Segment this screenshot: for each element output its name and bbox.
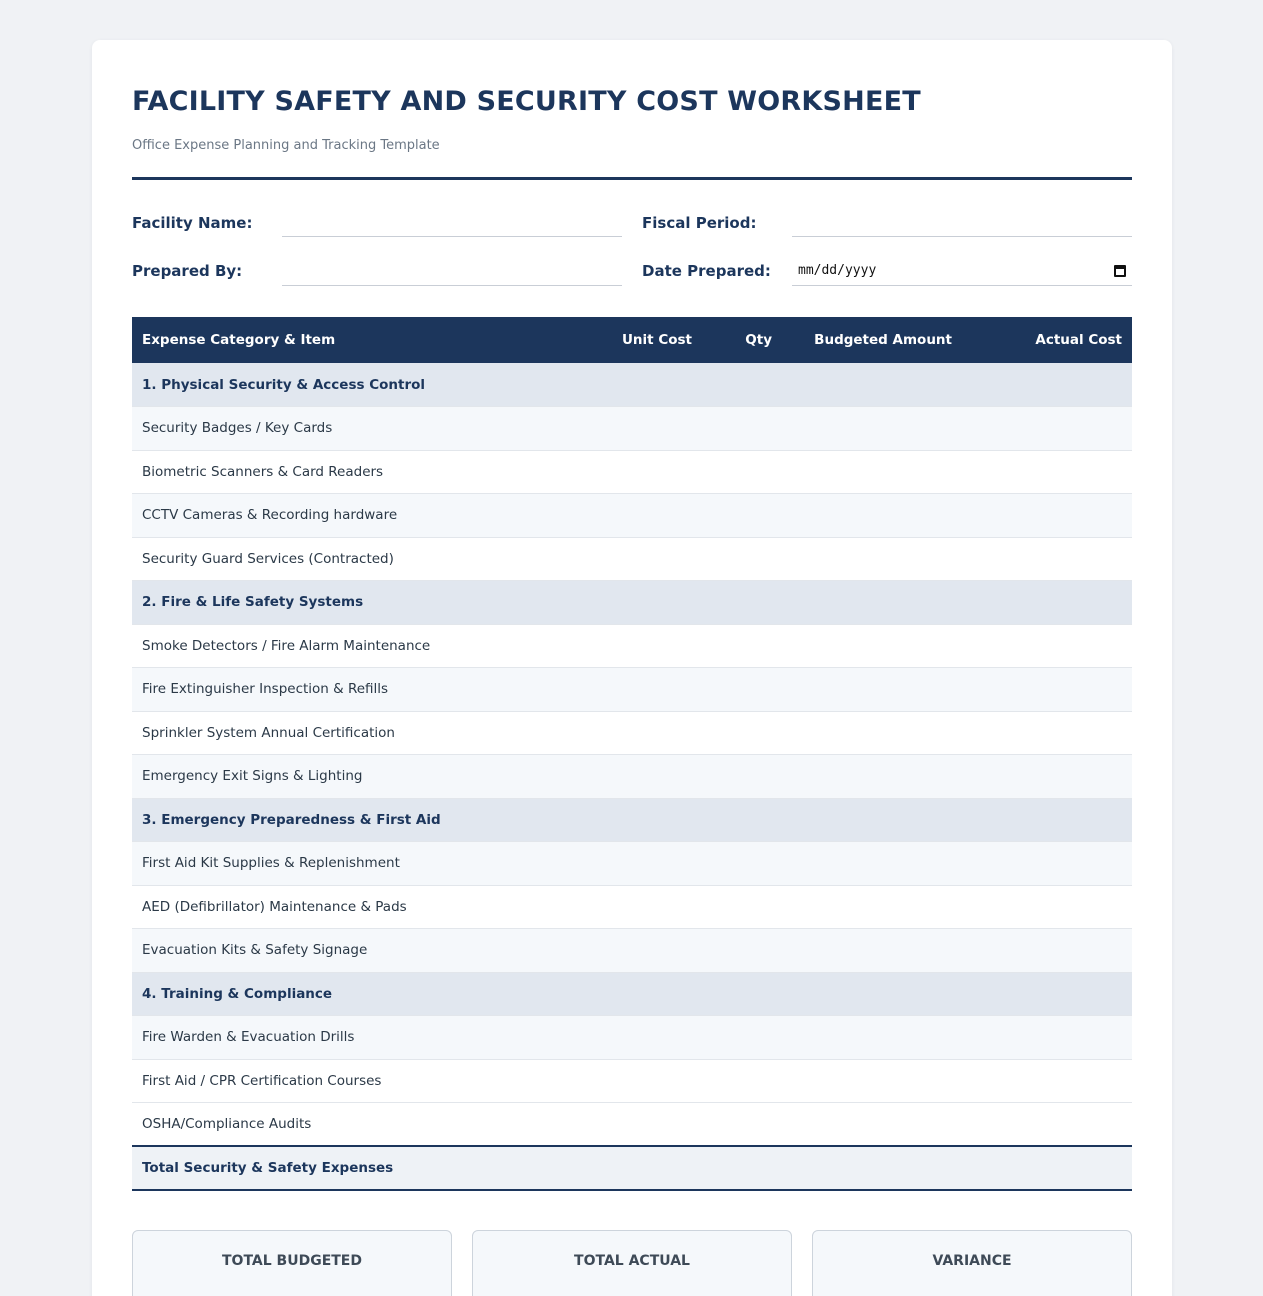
table-header-row bbox=[132, 317, 1132, 363]
table-row bbox=[132, 842, 1132, 886]
page-title: FACILITY SAFETY AND SECURITY COST WORKSHEET bbox=[132, 86, 921, 117]
date-prepared-input[interactable] bbox=[792, 258, 1132, 286]
date-placeholder: mm/dd/yyyy bbox=[798, 263, 877, 278]
section-row bbox=[132, 798, 1132, 842]
item-label: CCTV Cameras & Recording hardware bbox=[142, 507, 398, 524]
item-label: First Aid Kit Supplies & Replenishment bbox=[142, 855, 400, 872]
table-row bbox=[132, 929, 1132, 973]
column-header: Actual Cost bbox=[1035, 332, 1122, 348]
section-title: 4. Training & Compliance bbox=[142, 985, 333, 1002]
section-row bbox=[132, 363, 1132, 407]
total-budgeted-card bbox=[132, 1230, 452, 1296]
table-row bbox=[132, 537, 1132, 581]
facility-name-label: Facility Name: bbox=[132, 214, 253, 232]
item-label: Smoke Detectors / Fire Alarm Maintenance bbox=[142, 637, 431, 654]
fiscal-period-label: Fiscal Period: bbox=[642, 214, 757, 232]
total-actual-label: TOTAL ACTUAL bbox=[574, 1253, 690, 1269]
header-divider bbox=[132, 177, 1132, 180]
item-label: Security Badges / Key Cards bbox=[142, 420, 333, 437]
item-label: First Aid / CPR Certification Courses bbox=[142, 1072, 382, 1089]
column-header: Budgeted Amount bbox=[814, 332, 952, 348]
table-row bbox=[132, 885, 1132, 929]
total-label: Total Security & Safety Expenses bbox=[142, 1160, 394, 1176]
section-title: 3. Emergency Preparedness & First Aid bbox=[142, 811, 441, 828]
item-label: Evacuation Kits & Safety Signage bbox=[142, 942, 368, 959]
table-row bbox=[132, 494, 1132, 538]
column-header: Unit Cost bbox=[621, 332, 692, 348]
table-row bbox=[132, 668, 1132, 712]
total-budgeted-label: TOTAL BUDGETED bbox=[222, 1253, 362, 1269]
item-label: Emergency Exit Signs & Lighting bbox=[142, 768, 363, 785]
expense-table bbox=[132, 317, 1132, 1191]
facility-name-input[interactable] bbox=[282, 209, 622, 237]
prepared-by-input[interactable] bbox=[282, 258, 622, 286]
total-actual-card bbox=[472, 1230, 792, 1296]
section-row bbox=[132, 581, 1132, 625]
table-row bbox=[132, 624, 1132, 668]
table-row bbox=[132, 407, 1132, 451]
item-label: Fire Warden & Evacuation Drills bbox=[142, 1029, 355, 1046]
fiscal-period-input[interactable] bbox=[792, 209, 1132, 237]
item-label: OSHA/Compliance Audits bbox=[142, 1116, 312, 1132]
item-label: Sprinkler System Annual Certification bbox=[142, 724, 395, 741]
item-label: Fire Extinguisher Inspection & Refills bbox=[142, 681, 389, 698]
table-row bbox=[132, 1103, 1132, 1147]
section-row bbox=[132, 972, 1132, 1016]
total-row bbox=[132, 1146, 1132, 1190]
worksheet-card bbox=[92, 40, 1172, 1296]
column-header: Qty bbox=[745, 332, 772, 348]
date-prepared-label: Date Prepared: bbox=[642, 262, 771, 280]
table-row bbox=[132, 1016, 1132, 1060]
page-subtitle: Office Expense Planning and Tracking Template bbox=[132, 138, 440, 153]
section-title: 1. Physical Security & Access Control bbox=[142, 376, 426, 393]
variance-card bbox=[812, 1230, 1132, 1296]
variance-label: VARIANCE bbox=[932, 1253, 1012, 1269]
item-label: Biometric Scanners & Card Readers bbox=[142, 463, 384, 480]
column-header: Expense Category & Item bbox=[142, 332, 336, 348]
item-label: Security Guard Services (Contracted) bbox=[142, 550, 394, 567]
section-title: 2. Fire & Life Safety Systems bbox=[142, 594, 364, 611]
calendar-icon[interactable] bbox=[1114, 265, 1126, 277]
table-row bbox=[132, 1059, 1132, 1103]
table-row bbox=[132, 755, 1132, 799]
item-label: AED (Defibrillator) Maintenance & Pads bbox=[142, 898, 407, 915]
table-row bbox=[132, 711, 1132, 755]
table-row bbox=[132, 450, 1132, 494]
prepared-by-label: Prepared By: bbox=[132, 262, 243, 280]
